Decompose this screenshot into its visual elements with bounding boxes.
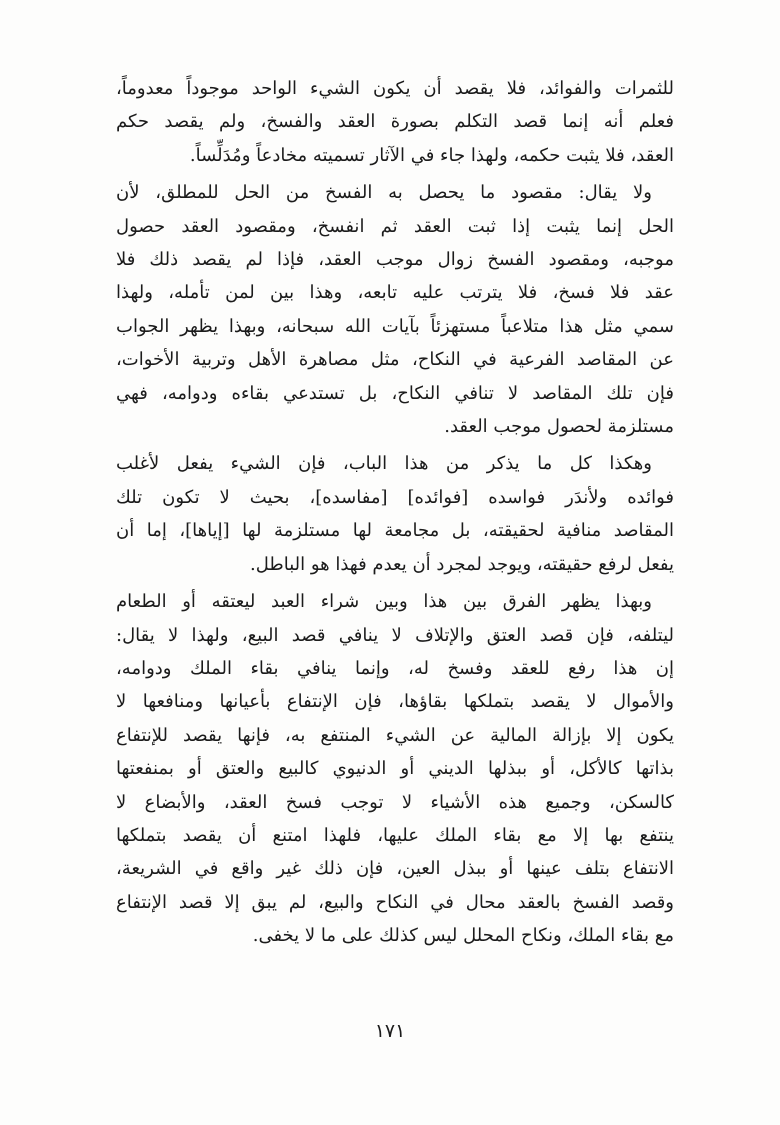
text-line: ليتلفه، فإن قصد العتق والإتلاف لا ينافي قصد البيع، ولهذا لا يقال:: [116, 624, 674, 646]
text-line: فوائده ولأندَر فواسده [فوائده] [مفاسده]، بحيث لا تكون تلك: [116, 486, 674, 508]
text-line: عقد فلا فسخ، فلا يترتب عليه تابعه، وهذا بين لمن تأمله، ولهذا: [116, 282, 674, 304]
paragraph-3: [116, 447, 674, 581]
paragraph-2: [116, 176, 674, 443]
text-line: يكون إلا بإزالة المالية عن الشيء المنتفع به، فإنها يقصد للإنتفاع: [116, 724, 674, 746]
text-line: إن هذا رفع للعقد وفسخ له، وإنما ينافي بقاء الملك ودوامه،: [116, 657, 674, 679]
text-line: للثمرات والفوائد، فلا يقصد أن يكون الشيء الواحد موجوداً معدوماً،: [116, 78, 674, 99]
page-number: ١٧١: [374, 1020, 406, 1042]
text-line: الحل إنما يثبت إذا ثبت العقد ثم انفسخ، ومقصود العقد حصول: [116, 215, 674, 237]
text-line: وبهذا يظهر الفرق بين هذا وبين شراء العبد ليعتقه أو الطعام: [116, 591, 652, 613]
paragraph-1: [116, 72, 674, 172]
text-line: ينتفع بها إلا مع بقاء الملك عليها، فلهذا امتنع أن يقصد بتملكها: [116, 824, 674, 846]
body-text: [116, 72, 674, 957]
text-line: موجبه، ومقصود الفسخ زوال موجب العقد، فإذا لم يقصد ذلك فلا: [116, 249, 674, 271]
text-line: العقد، فلا يثبت حكمه، ولهذا جاء في الآثار تسميته مخادعاً ومُدَلِّساً.: [189, 144, 674, 166]
text-line: الانتفاع بتلف عينها أو ببذل العين، فإن ذلك غير واقع في الشريعة،: [116, 858, 674, 880]
text-line: مع بقاء الملك، ونكاح المحلل ليس كذلك على ما لا يخفى.: [252, 925, 674, 947]
text-line: ولا يقال: مقصود ما يحصل به الفسخ من الحل للمطلق، لأن: [116, 182, 652, 204]
text-line: عن المقاصد الفرعية في النكاح، مثل مصاهرة الأهل وتربية الأخوات،: [116, 349, 674, 371]
text-line: بذاتها كالأكل، أو ببذلها الديني أو الدنيوي كالبيع والعتق أو بمنفعتها: [116, 758, 674, 780]
text-line: سمي مثل هذا متلاعباً مستهزئاً بآيات الله سبحانه، وبهذا يظهر الجواب: [116, 315, 674, 337]
text-line: فإن تلك المقاصد لا تنافي النكاح، بل تستدعي بقاءه ودوامه، فهي: [116, 382, 674, 404]
text-line: فعلم أنه إنما قصد التكلم بصورة العقد والفسخ، ولم يقصد حكم: [116, 111, 674, 133]
text-line: المقاصد منافية لحقيقته، بل مجامعة لها مستلزمة لها [إياها]، إما أن: [116, 520, 674, 542]
text-line: مستلزمة لحصول موجب العقد.: [444, 416, 674, 438]
text-line: وقصد الفسخ بالعقد محال في النكاح والبيع، لم يبق إلا قصد الإنتفاع: [116, 891, 674, 913]
text-line: وهكذا كل ما يذكر من هذا الباب، فإن الشيء يفعل لأغلب: [116, 453, 652, 475]
paragraph-4: [116, 585, 674, 952]
text-line: والأموال لا يقصد بتملكها بقاؤها، فإن الإنتفاع بأعيانها ومنافعها لا: [116, 691, 674, 713]
text-line: يفعل لرفع حقيقته، ويوجد لمجرد أن يعدم فهذا هو الباطل.: [250, 553, 674, 575]
text-line: كالسكن، وجميع هذه الأشياء لا توجب فسخ العقد، والأبضاع لا: [116, 791, 674, 813]
